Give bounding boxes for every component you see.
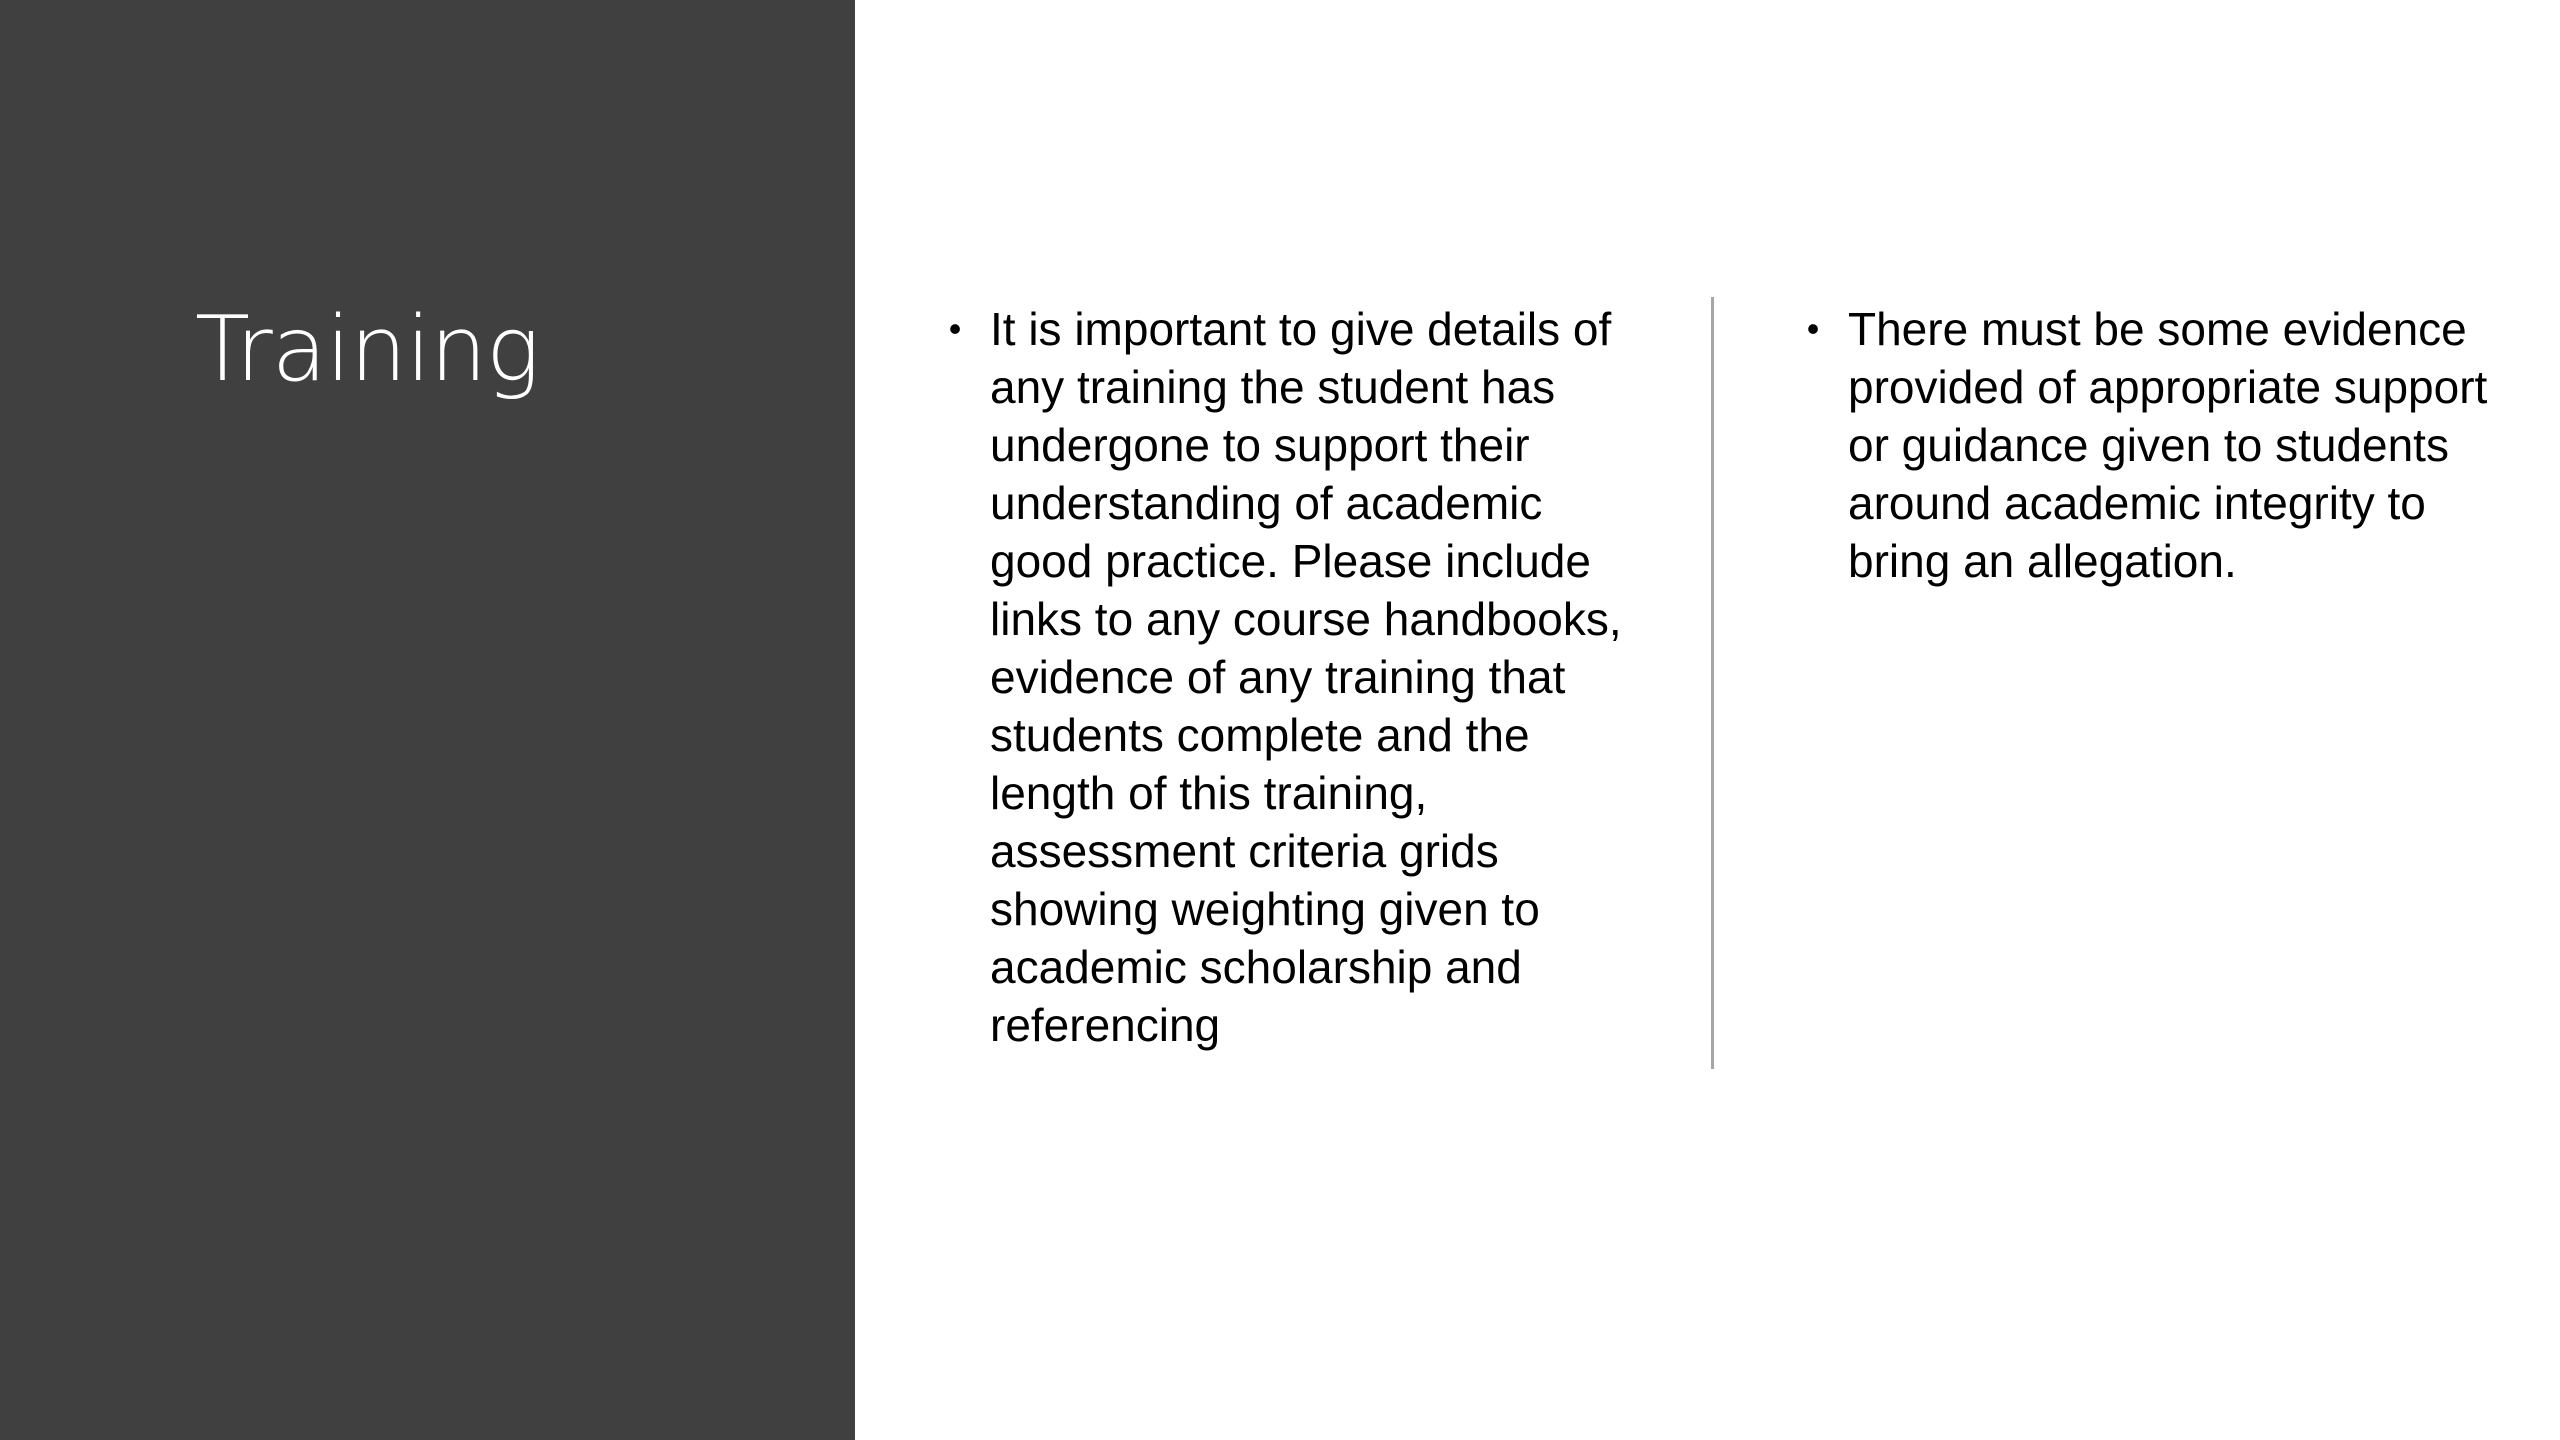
title-panel — [0, 0, 855, 1440]
bullet-icon: • — [1806, 308, 1820, 349]
bullet-text: It is important to give details of any training the student has undergone to support their understanding of academic good practice. Please include links to any course handbooks, evidence of any training that students complete and the length of this training, assessment criteria grids showing weighting given to academic scholarship and referencing — [990, 303, 1622, 1051]
bullet-list — [940, 300, 1640, 1054]
content-column-right — [1798, 300, 2538, 590]
bullet-icon: • — [948, 308, 962, 349]
bullet-item — [1798, 300, 2538, 590]
bullet-list — [1798, 300, 2538, 590]
content-column-left — [940, 300, 1640, 1054]
slide-title: Training — [195, 297, 540, 402]
bullet-text: There must be some evidence provided of appropriate support or guidance given to students around academic integrity to bring an allegation. — [1848, 303, 2488, 587]
bullet-item — [940, 300, 1640, 1054]
column-divider — [1711, 297, 1714, 1069]
